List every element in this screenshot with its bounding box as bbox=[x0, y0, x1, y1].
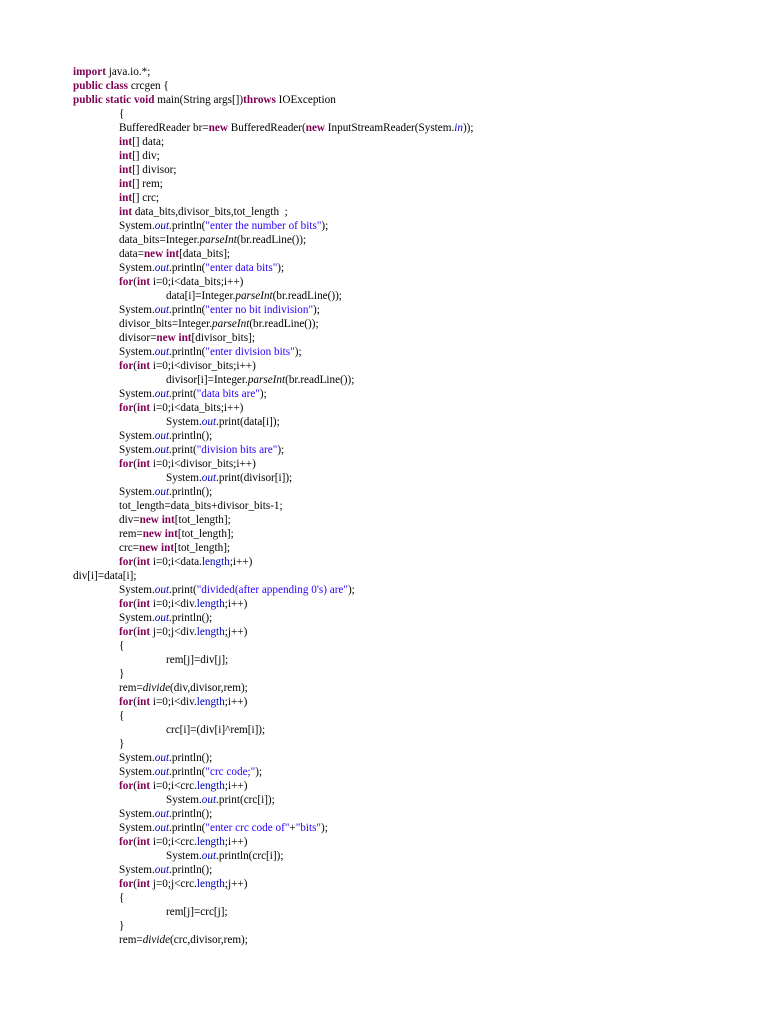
code-keyword: int bbox=[137, 598, 151, 610]
code-line bbox=[0, 555, 768, 569]
code-field: out bbox=[154, 220, 170, 232]
code-keyword: int bbox=[164, 528, 178, 540]
code-text: rem= bbox=[119, 682, 143, 694]
code-field: out bbox=[154, 822, 170, 834]
code-text: i=0;i<div. bbox=[150, 598, 197, 610]
code-text: i=0;i<divisor_bits;i++) bbox=[150, 458, 256, 470]
code-text: data= bbox=[119, 248, 144, 260]
code-text: data[i]=Integer. bbox=[166, 290, 236, 302]
code-text: i=0;i<crc. bbox=[150, 780, 197, 792]
code-method: parseInt bbox=[235, 290, 273, 302]
code-text: )); bbox=[462, 122, 474, 134]
code-text: ;i++) bbox=[224, 780, 248, 792]
code-text: ( bbox=[133, 598, 138, 610]
code-text: .println(); bbox=[169, 864, 213, 876]
code-text: System. bbox=[119, 430, 155, 442]
code-text: i=0;i<data. bbox=[150, 556, 202, 568]
code-line bbox=[0, 877, 768, 891]
code-line bbox=[0, 933, 768, 947]
code-string: "enter the number of bits" bbox=[205, 220, 322, 232]
code-line bbox=[0, 723, 768, 737]
code-line bbox=[0, 289, 768, 303]
code-line bbox=[0, 737, 768, 751]
code-text: InputStreamReader(System. bbox=[325, 122, 455, 134]
code-text: { bbox=[119, 710, 125, 722]
code-field: out bbox=[154, 584, 170, 596]
code-line bbox=[0, 807, 768, 821]
code-string: "enter data bits" bbox=[205, 262, 278, 274]
code-field: in bbox=[454, 122, 463, 134]
code-keyword: public bbox=[73, 94, 103, 106]
code-keyword: new bbox=[138, 542, 159, 554]
code-text: System. bbox=[119, 766, 155, 778]
code-line bbox=[0, 639, 768, 653]
code-text: i=0;i<divisor_bits;i++) bbox=[150, 360, 256, 372]
code-keyword: new bbox=[143, 248, 164, 260]
code-field: length bbox=[196, 780, 225, 792]
code-line bbox=[0, 233, 768, 247]
code-method: parseInt bbox=[212, 318, 250, 330]
code-line bbox=[0, 527, 768, 541]
code-line bbox=[0, 667, 768, 681]
code-keyword: class bbox=[105, 80, 129, 92]
code-keyword: int bbox=[137, 696, 151, 708]
code-field: out bbox=[154, 864, 170, 876]
code-text: ); bbox=[321, 220, 329, 232]
code-text: ); bbox=[321, 822, 328, 834]
code-keyword: new bbox=[305, 122, 325, 134]
code-line bbox=[0, 107, 768, 121]
code-text: [divisor_bits]; bbox=[191, 332, 255, 344]
code-text: System. bbox=[119, 220, 155, 232]
code-line bbox=[0, 919, 768, 933]
code-field: length bbox=[196, 878, 225, 890]
code-line bbox=[0, 247, 768, 261]
code-line bbox=[0, 163, 768, 177]
code-text: ( bbox=[133, 402, 138, 414]
code-text: .println(crc[i]); bbox=[216, 850, 284, 862]
code-line bbox=[0, 863, 768, 877]
code-line bbox=[0, 191, 768, 205]
code-line bbox=[0, 835, 768, 849]
code-keyword: for bbox=[119, 836, 134, 848]
code-line bbox=[0, 471, 768, 485]
code-field: length bbox=[196, 696, 225, 708]
code-method: divide bbox=[142, 682, 171, 694]
code-field: out bbox=[154, 486, 170, 498]
code-line bbox=[0, 765, 768, 779]
code-text: j=0;j<div. bbox=[150, 626, 197, 638]
code-text: System. bbox=[119, 584, 155, 596]
code-line bbox=[0, 205, 768, 219]
code-keyword: for bbox=[119, 402, 134, 414]
code-text: .print(divisor[i]); bbox=[216, 472, 293, 484]
code-text: BufferedReader br= bbox=[119, 122, 209, 134]
code-text: { bbox=[119, 640, 125, 652]
code-line bbox=[0, 499, 768, 513]
code-line bbox=[0, 849, 768, 863]
code-text: .println( bbox=[169, 346, 206, 358]
code-text: i=0;i<data_bits;i++) bbox=[150, 402, 244, 414]
code-line bbox=[0, 79, 768, 93]
code-text: .println( bbox=[169, 220, 206, 232]
code-listing bbox=[0, 65, 768, 947]
code-text: [] data; bbox=[132, 136, 165, 148]
code-keyword: for bbox=[119, 556, 134, 568]
code-text: ); bbox=[294, 346, 302, 358]
code-keyword: int bbox=[137, 780, 151, 792]
code-text: ( bbox=[133, 458, 138, 470]
code-text: System. bbox=[119, 346, 155, 358]
code-line bbox=[0, 359, 768, 373]
code-keyword: int bbox=[137, 626, 151, 638]
code-text: ); bbox=[347, 584, 355, 596]
code-text: (br.readLine()); bbox=[249, 318, 319, 330]
code-text: System. bbox=[166, 416, 202, 428]
code-text: j=0;j<crc. bbox=[150, 878, 197, 890]
code-line bbox=[0, 373, 768, 387]
code-text: crc= bbox=[119, 542, 139, 554]
code-text: System. bbox=[119, 388, 155, 400]
code-field: length bbox=[196, 626, 225, 638]
code-keyword: throws bbox=[243, 94, 276, 106]
code-keyword: new bbox=[208, 122, 228, 134]
code-line bbox=[0, 275, 768, 289]
code-text: java.io.*; bbox=[105, 66, 151, 78]
code-text: ;j++) bbox=[224, 626, 248, 638]
code-field: length bbox=[196, 836, 225, 848]
code-text: .print( bbox=[169, 584, 197, 596]
code-text: ( bbox=[133, 276, 138, 288]
code-text: .println(); bbox=[169, 430, 213, 442]
code-text: ); bbox=[255, 766, 263, 778]
code-keyword: int bbox=[119, 164, 133, 176]
code-line bbox=[0, 121, 768, 135]
code-keyword: for bbox=[119, 626, 134, 638]
code-field: out bbox=[154, 430, 170, 442]
code-text: System. bbox=[119, 612, 155, 624]
code-line bbox=[0, 261, 768, 275]
code-line bbox=[0, 149, 768, 163]
code-text: ( bbox=[133, 626, 138, 638]
code-text: ); bbox=[313, 304, 320, 316]
code-keyword: new bbox=[139, 514, 159, 526]
code-line bbox=[0, 513, 768, 527]
code-keyword: int bbox=[137, 556, 151, 568]
code-method: divide bbox=[142, 934, 171, 946]
code-line bbox=[0, 681, 768, 695]
code-text: { bbox=[119, 108, 125, 120]
code-field: out bbox=[154, 388, 170, 400]
code-text: System. bbox=[119, 752, 155, 764]
code-text: IOException bbox=[275, 94, 336, 106]
code-field: out bbox=[201, 472, 217, 484]
code-text: i=0;i<crc. bbox=[150, 836, 197, 848]
code-line bbox=[0, 611, 768, 625]
code-text: divisor_bits=Integer. bbox=[119, 318, 213, 330]
code-text: ;j++) bbox=[224, 878, 248, 890]
code-text: ;i++) bbox=[229, 556, 253, 568]
code-keyword: static bbox=[105, 94, 132, 106]
code-text: .println( bbox=[169, 262, 206, 274]
code-text: System. bbox=[119, 864, 155, 876]
code-line bbox=[0, 65, 768, 79]
code-text: ); bbox=[277, 444, 285, 456]
code-line bbox=[0, 443, 768, 457]
code-keyword: int bbox=[161, 542, 175, 554]
code-text: ( bbox=[133, 556, 138, 568]
code-line bbox=[0, 317, 768, 331]
code-field: length bbox=[201, 556, 230, 568]
code-line bbox=[0, 387, 768, 401]
code-text: { bbox=[119, 892, 125, 904]
code-field: out bbox=[201, 794, 217, 806]
code-text: rem= bbox=[119, 934, 143, 946]
code-text: (br.readLine()); bbox=[236, 234, 307, 246]
code-text: .println(); bbox=[169, 808, 213, 820]
code-text: + bbox=[289, 822, 296, 834]
code-text: (div,divisor,rem); bbox=[170, 682, 248, 694]
code-keyword: new bbox=[156, 332, 176, 344]
code-line bbox=[0, 457, 768, 471]
code-line bbox=[0, 625, 768, 639]
code-field: out bbox=[201, 850, 217, 862]
code-line bbox=[0, 821, 768, 835]
code-text: [] div; bbox=[132, 150, 160, 162]
code-text: data_bits,divisor_bits,tot_length ; bbox=[132, 206, 288, 218]
code-text: [tot_length]; bbox=[177, 528, 234, 540]
code-keyword: int bbox=[137, 458, 151, 470]
code-text: .println(); bbox=[169, 486, 213, 498]
code-text: System. bbox=[166, 850, 202, 862]
code-string: "enter no bit indivision" bbox=[205, 304, 314, 316]
code-text: ( bbox=[133, 360, 138, 372]
code-text: .print( bbox=[169, 444, 197, 456]
code-keyword: int bbox=[137, 276, 151, 288]
code-field: out bbox=[154, 808, 170, 820]
code-line bbox=[0, 905, 768, 919]
code-field: length bbox=[196, 598, 225, 610]
code-string: "enter division bits" bbox=[205, 346, 295, 358]
code-line bbox=[0, 779, 768, 793]
code-keyword: for bbox=[119, 276, 134, 288]
code-text: [data_bits]; bbox=[179, 248, 231, 260]
code-keyword: int bbox=[161, 514, 175, 526]
code-text: .print( bbox=[169, 388, 197, 400]
code-keyword: int bbox=[166, 248, 180, 260]
code-line bbox=[0, 793, 768, 807]
code-line bbox=[0, 695, 768, 709]
code-string: "data bits are" bbox=[196, 388, 260, 400]
code-text: [] divisor; bbox=[132, 164, 177, 176]
code-text: rem= bbox=[119, 528, 143, 540]
code-keyword: int bbox=[119, 178, 133, 190]
code-text: } bbox=[119, 738, 125, 750]
code-field: out bbox=[154, 262, 170, 274]
code-field: out bbox=[201, 416, 217, 428]
code-keyword: int bbox=[137, 836, 151, 848]
code-text: System. bbox=[119, 822, 155, 834]
code-line bbox=[0, 219, 768, 233]
code-line bbox=[0, 415, 768, 429]
code-text: ); bbox=[277, 262, 285, 274]
code-keyword: new bbox=[142, 528, 162, 540]
code-text: divisor[i]=Integer. bbox=[166, 374, 248, 386]
code-text: ;i++) bbox=[224, 598, 248, 610]
code-text: System. bbox=[119, 304, 155, 316]
code-text: .print(crc[i]); bbox=[216, 794, 275, 806]
code-text: ;i++) bbox=[224, 696, 248, 708]
code-keyword: import bbox=[73, 66, 106, 78]
code-text: data_bits=Integer. bbox=[119, 234, 200, 246]
code-line bbox=[0, 583, 768, 597]
code-text: div[i]=data[i]; bbox=[73, 570, 137, 582]
code-line bbox=[0, 653, 768, 667]
code-text: .println( bbox=[169, 304, 206, 316]
code-text: System. bbox=[119, 444, 155, 456]
code-text: divisor= bbox=[119, 332, 157, 344]
code-text: crcgen { bbox=[128, 80, 169, 92]
code-string: "crc code;" bbox=[205, 766, 256, 778]
code-text: rem[j]=crc[j]; bbox=[166, 906, 228, 918]
code-text: main(String args[]) bbox=[154, 94, 244, 106]
code-string: "division bits are" bbox=[196, 444, 278, 456]
code-line bbox=[0, 429, 768, 443]
code-string: "bits" bbox=[295, 822, 322, 834]
code-text: System. bbox=[119, 808, 155, 820]
code-string: "enter crc code of" bbox=[205, 822, 290, 834]
code-line bbox=[0, 177, 768, 191]
code-field: out bbox=[154, 766, 170, 778]
code-text: System. bbox=[119, 262, 155, 274]
code-keyword: int bbox=[119, 150, 133, 162]
code-keyword: int bbox=[137, 402, 151, 414]
code-keyword: for bbox=[119, 360, 134, 372]
code-line bbox=[0, 709, 768, 723]
code-line bbox=[0, 303, 768, 317]
code-text: ); bbox=[259, 388, 267, 400]
code-line bbox=[0, 331, 768, 345]
code-text: rem[j]=div[j]; bbox=[166, 654, 229, 666]
code-field: out bbox=[154, 612, 170, 624]
code-text: ( bbox=[133, 878, 138, 890]
code-line bbox=[0, 135, 768, 149]
code-field: out bbox=[154, 346, 170, 358]
code-text: ;i++) bbox=[224, 836, 248, 848]
code-text: tot_length=data_bits+divisor_bits-1; bbox=[119, 500, 283, 512]
code-method: parseInt bbox=[199, 234, 237, 246]
code-field: out bbox=[154, 444, 170, 456]
code-field: out bbox=[154, 752, 170, 764]
code-text: .println( bbox=[169, 766, 206, 778]
code-keyword: public bbox=[73, 80, 103, 92]
code-line bbox=[0, 401, 768, 415]
code-line bbox=[0, 891, 768, 905]
code-text: ( bbox=[133, 696, 138, 708]
code-field: out bbox=[154, 304, 170, 316]
code-line bbox=[0, 93, 768, 107]
code-keyword: int bbox=[119, 192, 133, 204]
code-text: ( bbox=[133, 836, 138, 848]
code-text: ( bbox=[133, 780, 138, 792]
code-text: (crc,divisor,rem); bbox=[170, 934, 248, 946]
code-text: (br.readLine()); bbox=[272, 290, 342, 302]
code-text: System. bbox=[119, 486, 155, 498]
code-line bbox=[0, 485, 768, 499]
code-keyword: int bbox=[178, 332, 192, 344]
code-line bbox=[0, 345, 768, 359]
code-line bbox=[0, 569, 768, 583]
code-keyword: for bbox=[119, 780, 134, 792]
code-keyword: for bbox=[119, 458, 134, 470]
code-text: crc[i]=(div[i]^rem[i]); bbox=[166, 724, 266, 736]
code-text: (br.readLine()); bbox=[285, 374, 355, 386]
code-method: parseInt bbox=[247, 374, 286, 386]
code-string: "divided(after appending 0's) are" bbox=[196, 584, 348, 596]
code-text: .println( bbox=[169, 822, 206, 834]
code-line bbox=[0, 597, 768, 611]
code-keyword: void bbox=[133, 94, 155, 106]
code-text: .println(); bbox=[169, 612, 213, 624]
code-text: BufferedReader( bbox=[227, 122, 306, 134]
code-text: } bbox=[119, 920, 125, 932]
code-text: System. bbox=[166, 794, 202, 806]
code-keyword: int bbox=[119, 136, 133, 148]
code-text: .print(data[i]); bbox=[216, 416, 280, 428]
code-text: [] crc; bbox=[132, 192, 160, 204]
code-keyword: int bbox=[119, 206, 133, 218]
code-text: .println(); bbox=[169, 752, 213, 764]
code-text: System. bbox=[166, 472, 202, 484]
code-keyword: for bbox=[119, 598, 134, 610]
code-keyword: int bbox=[137, 360, 151, 372]
code-text: [] rem; bbox=[132, 178, 163, 190]
code-keyword: int bbox=[137, 878, 151, 890]
code-text: div= bbox=[119, 514, 140, 526]
code-text: } bbox=[119, 668, 125, 680]
code-text: [tot_length]; bbox=[174, 514, 231, 526]
code-text: [tot_length]; bbox=[174, 542, 231, 554]
code-text: i=0;i<div. bbox=[150, 696, 197, 708]
code-text: i=0;i<data_bits;i++) bbox=[150, 276, 244, 288]
code-keyword: for bbox=[119, 696, 134, 708]
code-line bbox=[0, 751, 768, 765]
code-keyword: for bbox=[119, 878, 134, 890]
code-line bbox=[0, 541, 768, 555]
